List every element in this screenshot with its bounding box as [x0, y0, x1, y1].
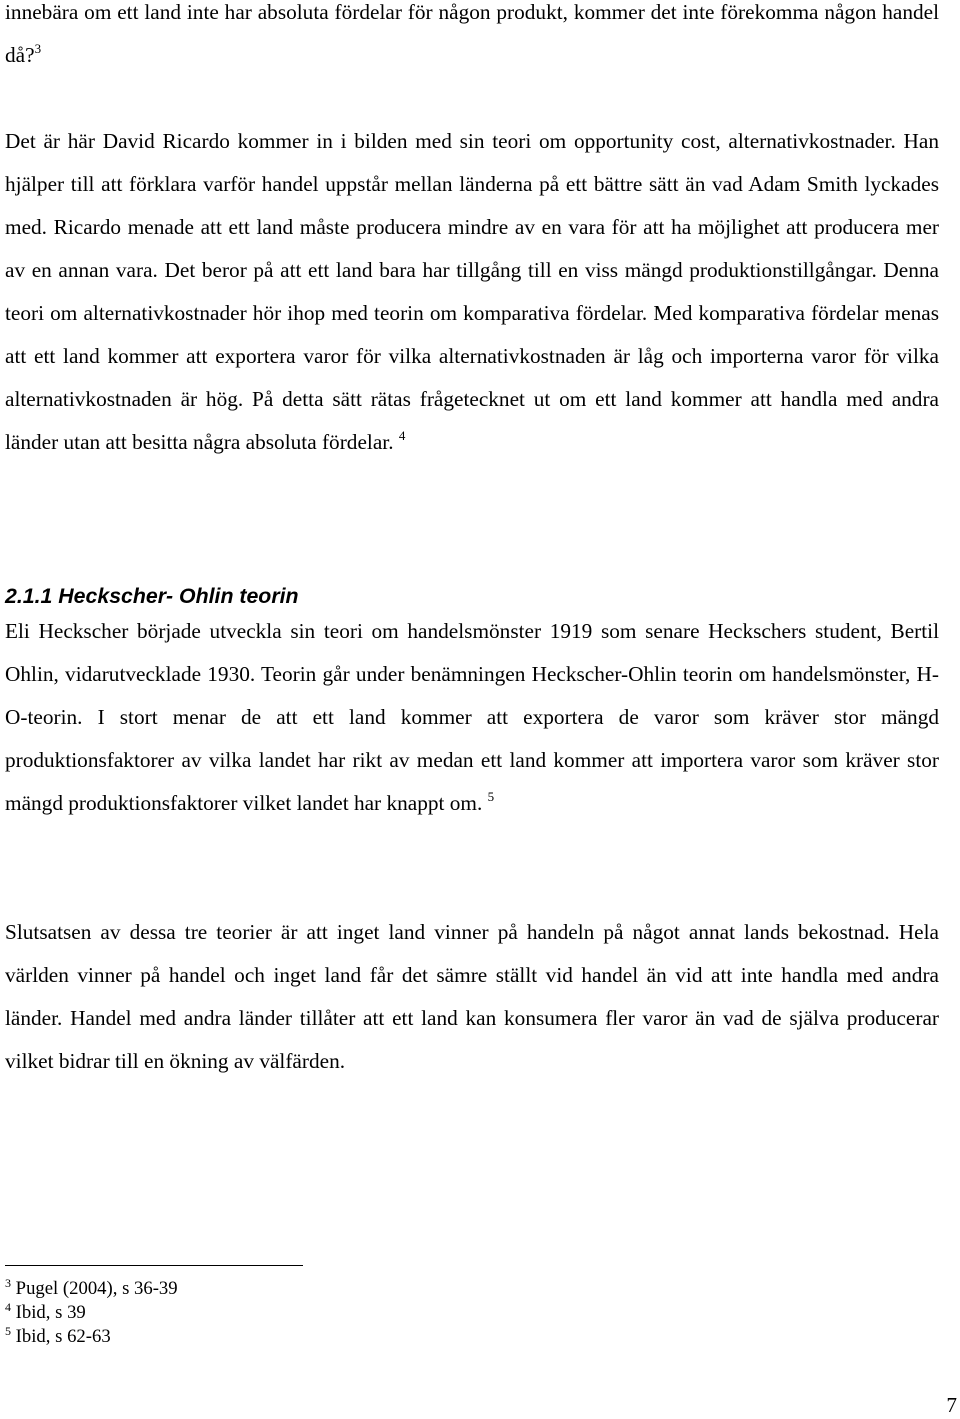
- paragraph-intro-text: innebära om ett land inte har absoluta fördelar för någon produkt, kommer det inte förekomma någon handel då?: [5, 0, 939, 67]
- footnote-reference[interactable]: 5: [487, 789, 495, 804]
- paragraph-conclusion-text: Slutsatsen av dessa tre teorier är att inget land vinner på handeln på något annat lands bekostnad. Hela världen vinner på handel och inget land får det sämre ställt vid handel än vid att inte handla med andra länder. Handel med andra länder tillåter att ett land kan konsumera fler varor än vad de själva producerar vilket bidrar till en ökning av välfärden.: [5, 920, 939, 1073]
- footnote-number: 3: [5, 1276, 11, 1290]
- footnote-number: 5: [5, 1324, 11, 1338]
- footnote-text: Ibid, s 62-63: [15, 1326, 111, 1347]
- paragraph-conclusion: [5, 911, 939, 1083]
- paragraph-heckscher-ohlin: [5, 610, 939, 825]
- footnote-text: Ibid, s 39: [15, 1302, 86, 1323]
- footnote-list: [5, 1277, 178, 1349]
- footnote-text: Pugel (2004), s 36-39: [15, 1278, 178, 1299]
- paragraph-ricardo-text: Det är här David Ricardo kommer in i bilden med sin teori om opportunity cost, alternativkostnader. Han hjälper till att förklara varför handel uppstår mellan länderna på ett bättre sätt än vad Adam Smith lyckades med. Ricardo menade att ett land måste producera mindre av en vara för att ha möjlighet att producera mer av en annan vara. Det beror på att ett land bara har tillgång till en viss mängd produktionstillgångar. Denna teori om alternativkostnader hör ihop med teorin om komparativa fördelar. Med komparativa fördelar menas att ett land kommer att exportera varor för vilka alternativkostnaden är låg och importerna varor för vilka alternativkostnaden är hög. På detta sätt rätas frågetecknet ut om ett land kommer att handla med andra länder utan att besitta några absoluta fördelar.: [5, 129, 939, 454]
- paragraph-intro: [5, 0, 939, 77]
- paragraph-ricardo: [5, 120, 939, 464]
- footnote-reference[interactable]: 3: [34, 41, 42, 56]
- footnote-number: 4: [5, 1300, 11, 1314]
- footnote-item: [5, 1325, 178, 1349]
- footnote-reference[interactable]: 4: [398, 428, 406, 443]
- footnote-separator: [5, 1265, 303, 1266]
- page-number: 7: [946, 1393, 957, 1417]
- section-heading: 2.1.1 Heckscher- Ohlin teorin: [5, 584, 299, 608]
- paragraph-heckscher-ohlin-text: Eli Heckscher började utveckla sin teori om handelsmönster 1919 som senare Heckschers student, Bertil Ohlin, vidarutvecklade 1930. Teorin går under benämningen Heckscher-Ohlin teorin om handelsmönster, H-O-teorin. I stort menar de att ett land kommer att exportera de varor som kräver stor mängd produktionsfaktorer av vilka landet har rikt av medan ett land kommer att importera varor som kräver stor mängd produktionsfaktorer vilket landet har knappt om.: [5, 619, 939, 815]
- footnote-item: [5, 1301, 178, 1325]
- footnote-item: [5, 1277, 178, 1301]
